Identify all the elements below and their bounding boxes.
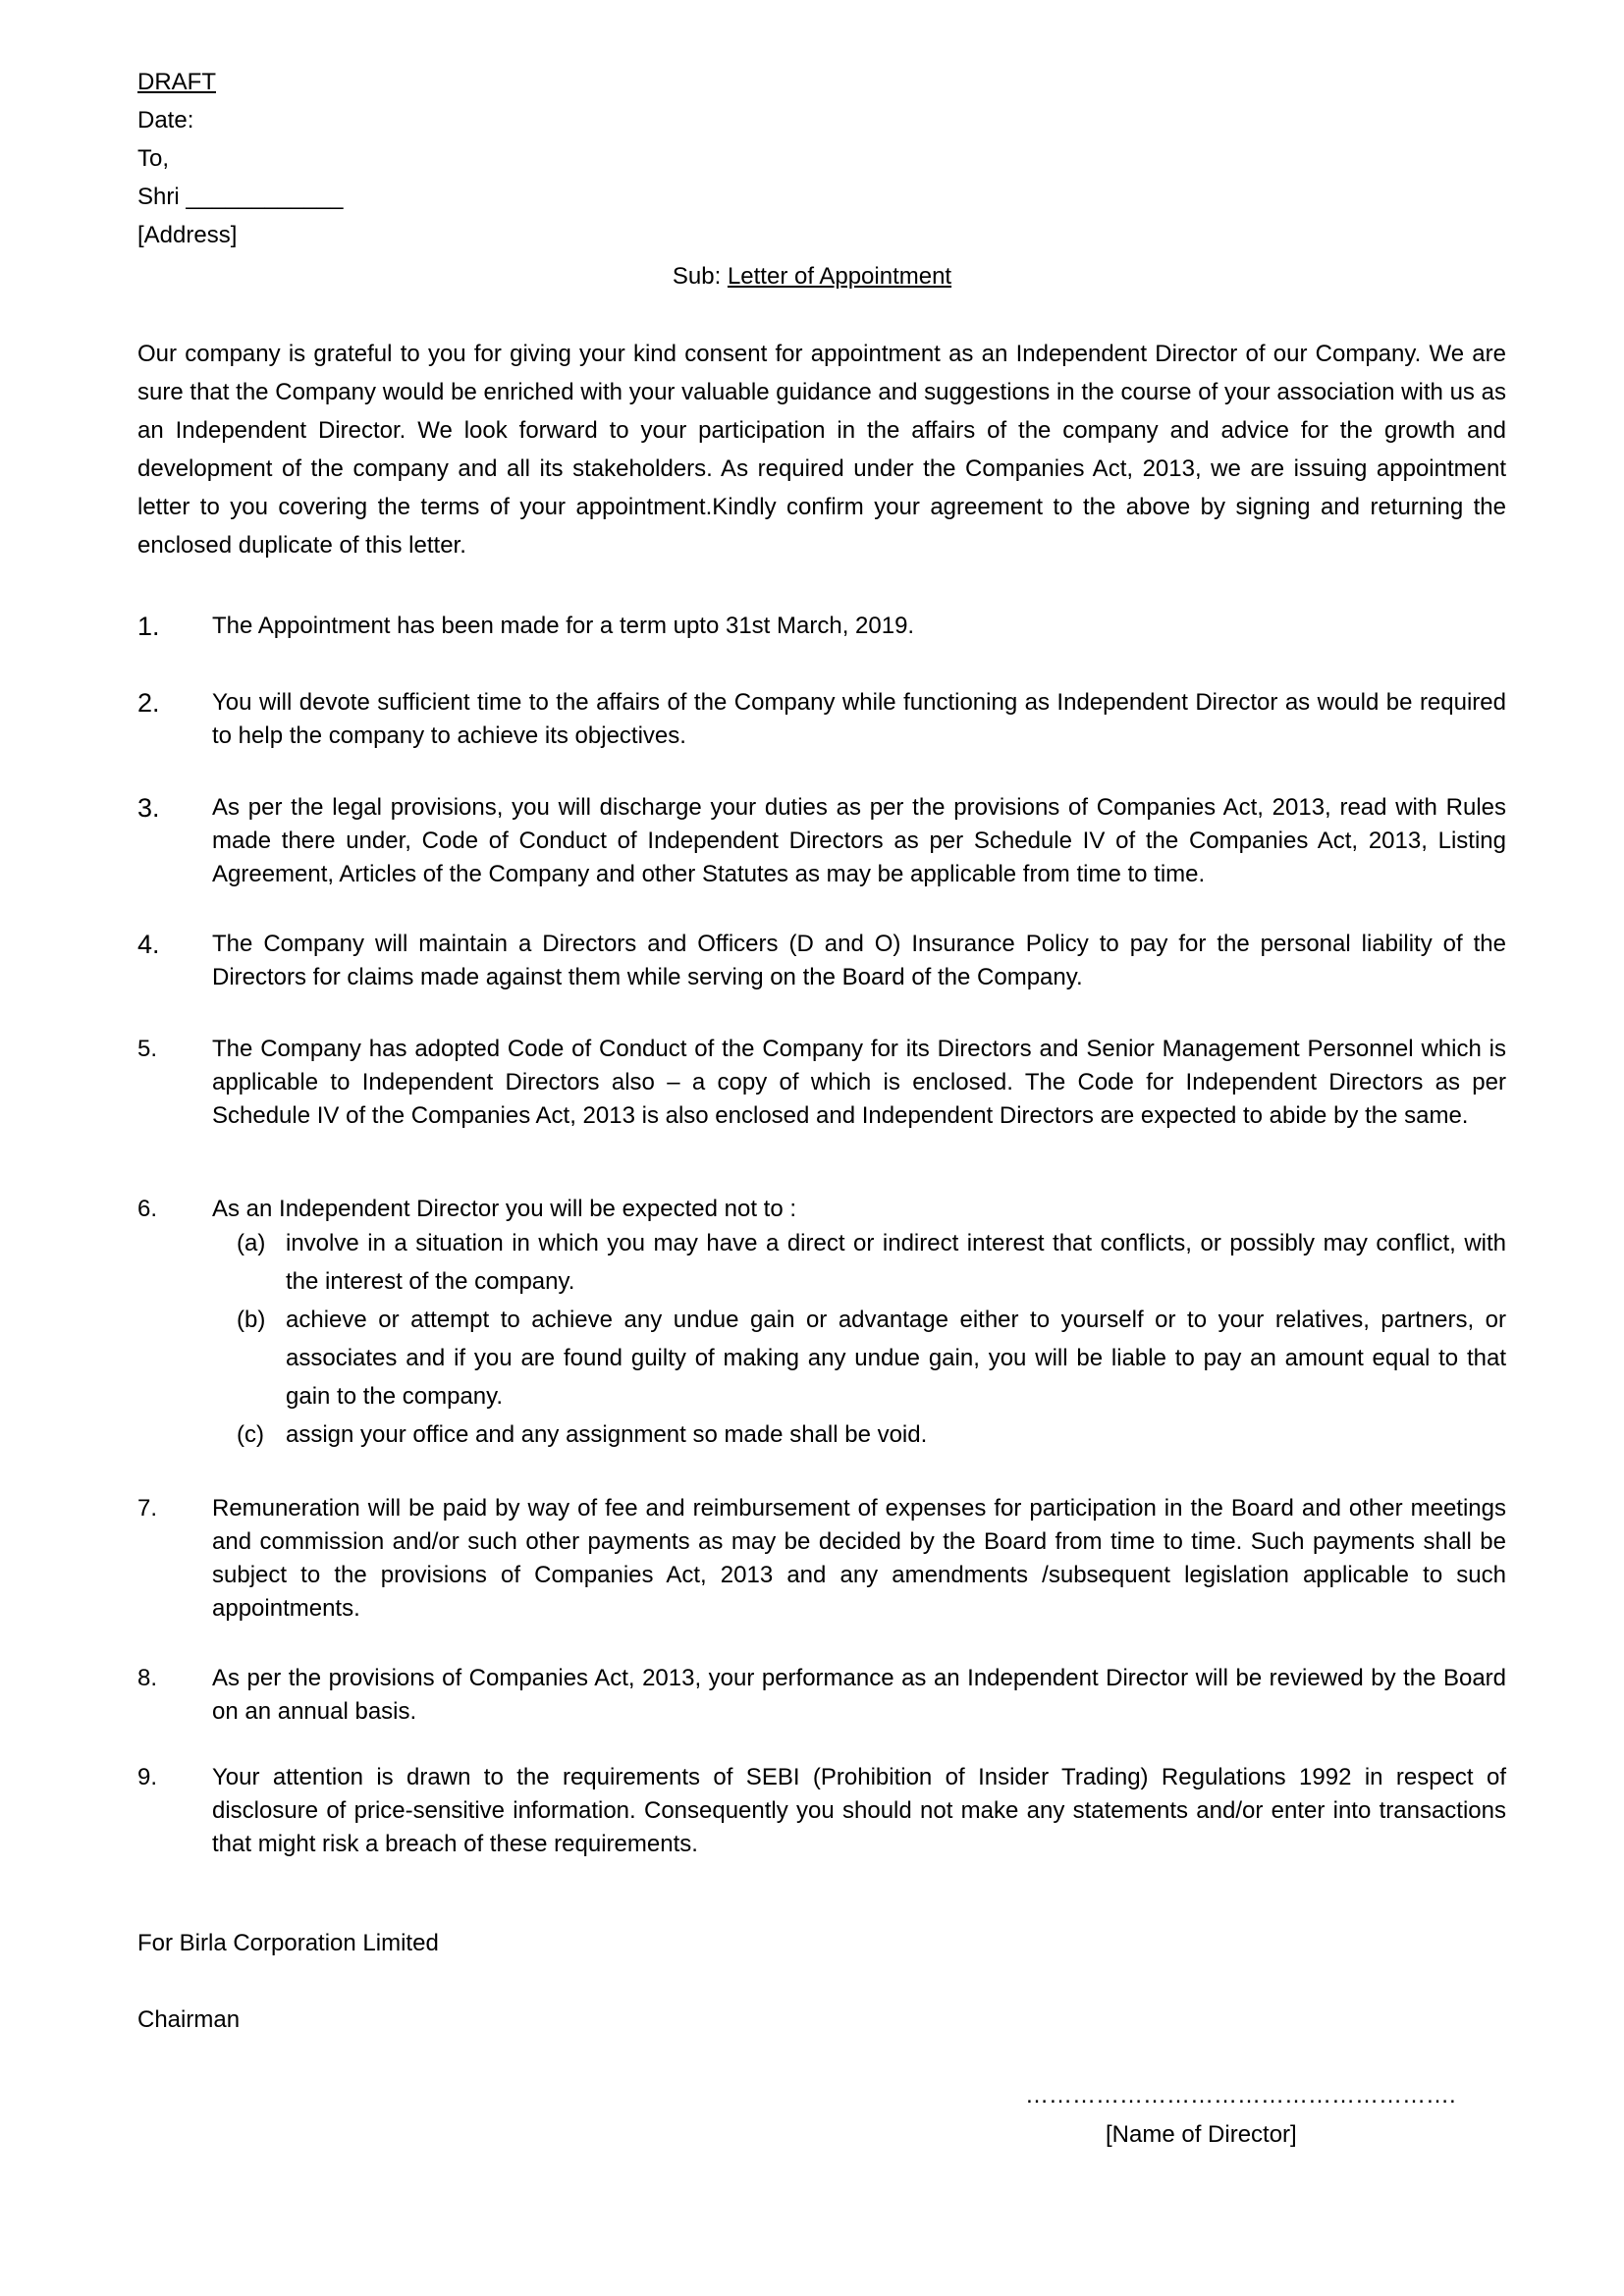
item-text: The Company will maintain a Directors and Officers (D and O) Insurance Policy to pay for the personal liability of the Directors for claims made against them while serving on the Board of the Company. [212,931,1506,990]
draft-label: DRAFT [137,69,216,95]
item-number: 6. [137,1196,158,1222]
subject-prefix: Sub: [672,263,728,290]
item-text: As per the legal provisions, you will discharge your duties as per the provisions of Companies Act, 2013, read with Rules made there under, Code of Conduct of Independent Directors as per Schedule IV of the Companies Act, 2013, Listing Agreement, Articles of the Company and other Statutes as may be applicable from time to time. [212,794,1506,887]
item-text: Your attention is drawn to the requirements of SEBI (Prohibition of Insider Trading) Regulations 1992 in respect of disclosure of price-sensitive information. Consequently you should not make any statements and/or enter into transactions that might risk a breach of these requirements. [212,1764,1506,1857]
list-item-6 [137,1193,1506,1226]
signatory-designation: Chairman [137,2006,241,2033]
sub-item-text: achieve or attempt to achieve any undue gain or advantage either to yourself or to your relatives, partners, or associates and if you are found guilty of making any undue gain, you will be liable to pay an amount equal to that gain to the company. [286,1307,1506,1410]
item-text: Remuneration will be paid by way of fee and reimbursement of expenses for participation in the Board and other meetings and commission and/or such other payments as may be decided by the Board from time to time. Such payments shall be subject to the provisions of Companies Act, 2013 and any amendments /subsequent legislation applicable to such appointments. [212,1495,1506,1622]
item-number: 5. [137,1036,158,1062]
sub-item-text: assign your office and any assignment so made shall be void. [286,1421,928,1448]
item-text: The Appointment has been made for a term upto 31st March, 2019. [212,613,915,639]
item-text: The Company has adopted Code of Conduct of the Company for its Directors and Senior Management Personnel which is applicable to Independent Directors also – a copy of which is enclosed. The Code for Independent Directors as per Schedule IV of the Companies Act, 2013 is also enclosed and Independent Directors are expected to abide by the same. [212,1036,1506,1129]
signature-line: ………………………………………………. [1025,2082,1456,2109]
item-number: 8. [137,1665,158,1691]
sub-item-mark: (c) [237,1421,264,1448]
subject-line [0,257,1624,295]
list-item-8 [137,1662,1506,1729]
item-number: 3. [137,793,160,823]
addressee-address: [Address] [137,222,238,248]
item-text: You will devote sufficient time to the affairs of the Company while functioning as Independent Director as would be required to help the company to achieve its objectives. [212,689,1506,749]
list-item-2 [137,686,1506,753]
to-label: To, [137,145,170,172]
sub-item-a [237,1224,1506,1301]
list-item-7 [137,1492,1506,1626]
sub-item-mark: (b) [237,1307,266,1333]
item-number: 1. [137,612,160,641]
item-number: 2. [137,688,160,718]
item-number: 4. [137,930,160,959]
item-text: As an Independent Director you will be expected not to : [212,1196,797,1222]
intro-paragraph: Our company is grateful to you for giving your kind consent for appointment as an Independent Director of our Company. We are sure that the Company would be enriched with your valuable guidance and suggestions in the course of your association with us as an Independent Director. We look forward to your participation in the affairs of the company and advice for the growth and development of the company and all its stakeholders. As required under the Companies Act, 2013, we are issuing appointment letter to you covering the terms of your appointment.Kindly confirm your agreement to the above by signing and returning the enclosed duplicate of this letter. [137,341,1506,559]
item-text: As per the provisions of Companies Act, 2013, your performance as an Independent Director will be reviewed by the Board on an annual basis. [212,1665,1506,1725]
sub-item-c [237,1415,1506,1454]
list-item-4 [137,928,1506,994]
list-item-9 [137,1761,1506,1861]
item-6-sublist [237,1224,1506,1454]
item-number: 9. [137,1764,158,1790]
item-number: 7. [137,1495,158,1522]
letter-header [137,63,628,254]
director-name-placeholder: [Name of Director] [1106,2121,1297,2148]
subject-title: Letter of Appointment [727,263,952,290]
date-label: Date: [137,107,194,133]
list-item-1 [137,610,1506,643]
sub-item-b [237,1301,1506,1415]
sub-item-text: involve in a situation in which you may have a direct or indirect interest that conflicts, or possibly may conflict, with the interest of the company. [286,1230,1506,1295]
list-item-5 [137,1033,1506,1133]
sub-item-mark: (a) [237,1230,266,1256]
company-signoff: For Birla Corporation Limited [137,1930,439,1956]
addressee-name: Shri ____________ [137,184,344,210]
list-item-3 [137,791,1506,891]
